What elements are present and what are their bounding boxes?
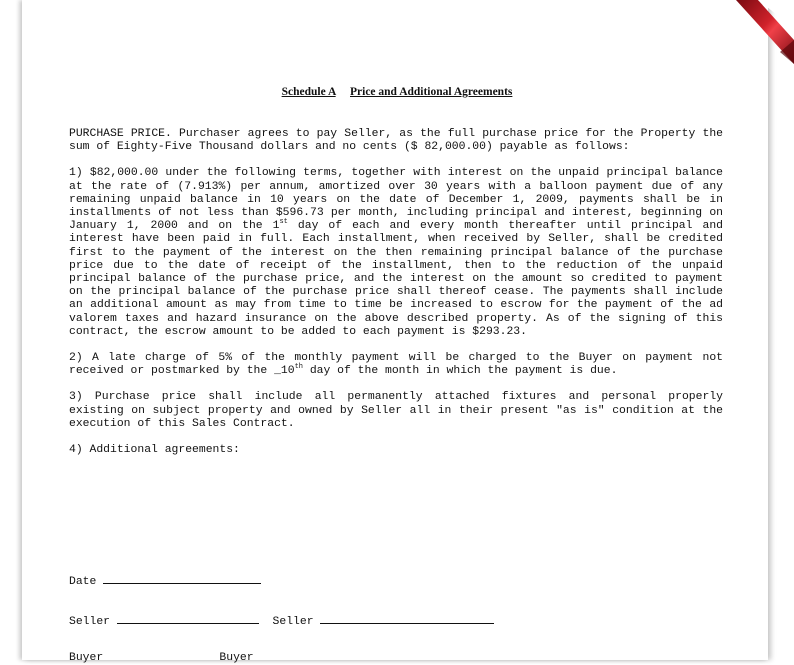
- document-title: [0, 86, 794, 98]
- seller-line-2[interactable]: [320, 613, 494, 624]
- seller-label-2: Seller: [272, 616, 314, 628]
- corner-ribbon: [700, 0, 794, 94]
- fixtures-paragraph: 3) Purchase price shall include all permanently attached fixtures and personal properly existing on subject property and owned by Seller all in their present "as is" condition at the execution of this Sales Contract.: [69, 391, 723, 430]
- buyer-row: [69, 652, 254, 665]
- additional-agreements: 4) Additional agreements:: [69, 444, 240, 457]
- late-charge-paragraph: 2) A late charge of 5% of the monthly payment will be charged to the Buyer on payment not received or postmarked by the _10th day of the month in which the payment is due.: [69, 352, 723, 378]
- buyer-label-1: Buyer: [69, 652, 104, 664]
- date-line[interactable]: [103, 573, 261, 584]
- seller-row: [69, 613, 494, 629]
- date-row: [69, 573, 261, 589]
- document-body: [69, 128, 723, 470]
- seller-line-1[interactable]: [117, 613, 259, 624]
- title-schedule: Schedule A: [281, 86, 336, 98]
- date-label: Date: [69, 576, 97, 588]
- title-subject: Price and Additional Agreements: [350, 86, 513, 98]
- terms-paragraph: 1) $82,000.00 under the following terms, together with interest on the unpaid principal balance at the rate of (7.913%) per annum, amortized over 30 years with a balloon payment due of any remaining unpaid balance in 10 years on the date of December 1, 2009, payments shall be in installments of not less than $596.73 per month, including principal and interest, beginning on January 1, 2000 and on the 1st day of each and every month thereafter until principal and interest have been paid in full. Each installment, when received by Seller, shall be credited first to the payment of the interest on the then remaining principal balance of the purchase price due to the date of receipt of the installment, then to the reduction of the unpaid principal balance of the purchase price, and the interest on the amount so credited to payment on the principal balance of the purchase price shall thereof cease. The payments shall include an additional amount as may from time to time be increased to escrow for the payment of the ad valorem taxes and hazard insurance on the above described property. As of the signing of this contract, the escrow amount to be added to each payment is $293.23.: [69, 167, 723, 338]
- purchase-price-paragraph: PURCHASE PRICE. Purchaser agrees to pay Seller, as the full purchase price for the Property the sum of Eighty-Five Thousand dollars and no cents ($ 82,000.00) payable as follows:: [69, 128, 723, 154]
- buyer-label-2: Buyer: [219, 652, 254, 664]
- seller-label-1: Seller: [69, 616, 111, 628]
